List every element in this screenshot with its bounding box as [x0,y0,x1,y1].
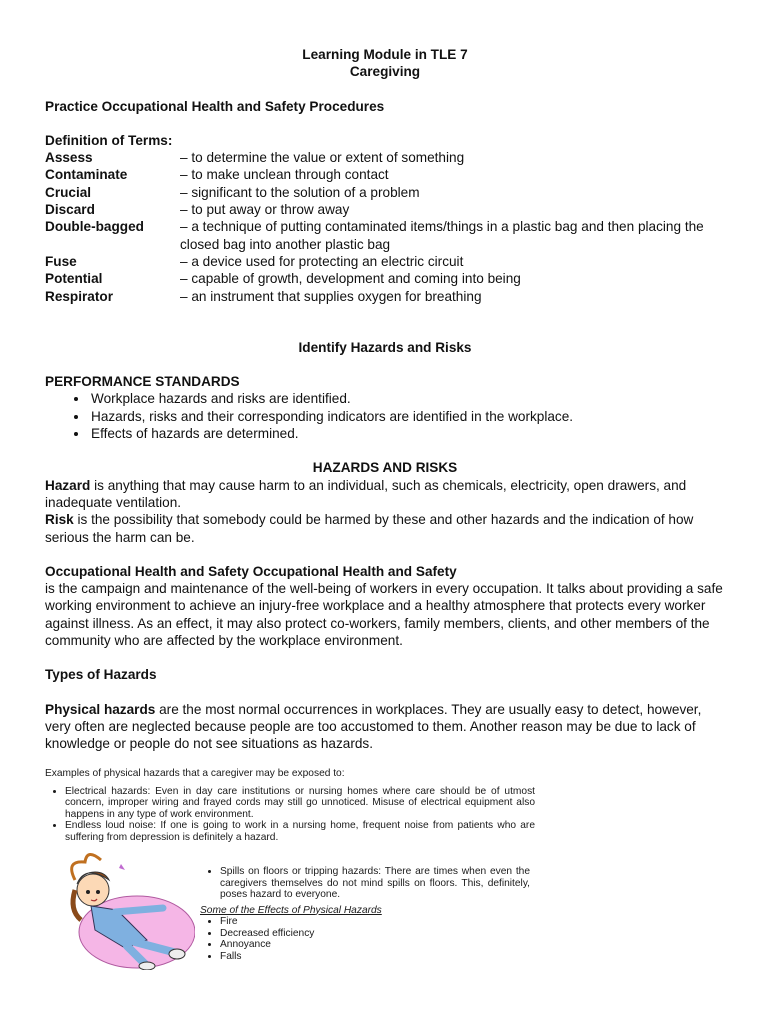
definition-term: Potential [45,271,103,287]
physical-hazards-examples [45,768,535,843]
definition-term: Contaminate [45,167,128,183]
examples-list [45,786,535,844]
definition-description: – an instrument that supplies oxygen for breathing [180,288,482,304]
spills-item: • Spills on floors or tripping hazards: There are times when even the caregivers themselves do not mind spills on floors. This, definitely, poses hazard to everyone. [220,866,530,901]
physical-hazards-paragraph: Physical hazards are the most normal occurrences in workplaces. They are usually easy to detect, however, very often are neglected because people are too accustomed to them. Another reason may be due to lack of knowledge or people do not see situations as hazards. [45,701,702,752]
examples-intro: Examples of physical hazards that a caregiver may be exposed to: [45,768,345,779]
module-title: Learning Module in TLE 7 [302,47,468,62]
performance-heading: PERFORMANCE STANDARDS [45,374,240,390]
effect-item: • Decreased efficiency [220,928,530,940]
identify-title: Identify Hazards and Risks [298,339,472,355]
types-heading: Types of Hazards [45,667,157,683]
definition-row [45,149,725,166]
hazards-risks-heading: HAZARDS AND RISKS [312,460,458,476]
definitions-list [45,149,725,305]
definition-term: Fuse [45,253,77,269]
effects-list [200,916,530,962]
definition-term: Discard [45,202,95,218]
ohs-paragraph: is the campaign and maintenance of the well-being of workers in every occupation. It talks about providing a safe working environment to achieve an injury-free workplace and a healthy atmosphere that protects every worker against illness. As an effect, it may also protect co-workers, family members, clients, and other members of the community who are affected by the workplace environment. [45,581,723,649]
hazard-definition: Hazard is anything that may cause harm to an individual, such as chemicals, electricity, open drawers, and inadequate ventilation. [45,477,687,510]
definition-row [45,270,725,287]
definition-description: – to determine the value or extent of something [180,150,465,166]
definition-description: – to put away or throw away [180,202,350,218]
example-item: • Endless loud noise: If one is going to work in a nursing home, frequent noise from patients who are suffering from depression is definitely a hazard. [65,820,535,843]
main-text [45,46,725,753]
performance-item: • Hazards, risks and their corresponding indicators are identified in the workplace. [89,408,725,425]
definition-row [45,218,725,253]
effect-item: • Falls [220,951,530,963]
performance-item: • Workplace hazards and risks are identified. [89,390,725,407]
effects-title: Some of the Effects of Physical Hazards [200,904,382,916]
definitions-heading: Definition of Terms: [45,132,173,148]
definition-description: – to make unclean through contact [180,167,389,183]
spills-list [200,866,530,901]
ohs-heading: Occupational Health and Safety Occupational Health and Safety [45,563,457,579]
effect-item: • Annoyance [220,939,530,951]
definition-description: – a device used for protecting an electric circuit [180,253,464,269]
module-subtitle: Caregiving [349,64,421,80]
spills-and-effects [200,866,530,962]
definition-term: Respirator [45,288,113,304]
example-item: • Electrical hazards: Even in day care institutions or nursing homes where care should be of utmost concern, improper wiring and frayed cords may still go unnoticed. Misuse of electrical equipment also happens in any type of work environment. [65,786,535,821]
performance-list [45,390,725,442]
definition-term: Assess [45,150,93,166]
definition-term: Double-bagged [45,219,144,235]
definition-row [45,184,725,201]
definition-row [45,253,725,270]
risk-definition: Risk is the possibility that somebody could be harmed by these and other hazards and the indication of how serious the harm can be. [45,512,694,545]
performance-item: • Effects of hazards are determined. [89,425,725,442]
definition-term: Crucial [45,184,92,200]
definition-description: – significant to the solution of a problem [180,184,420,200]
definition-row [45,201,725,218]
definition-row [45,288,725,305]
falling-caregiver-illustration [55,850,195,970]
definition-description: – a technique of putting contaminated items/things in a plastic bag and then placing the closed bag into another plastic bag [180,219,704,252]
definition-row [45,166,725,183]
section-title: Practice Occupational Health and Safety Procedures [45,98,385,114]
definition-description: – capable of growth, development and coming into being [180,271,521,287]
effect-item: • Fire [220,916,530,928]
